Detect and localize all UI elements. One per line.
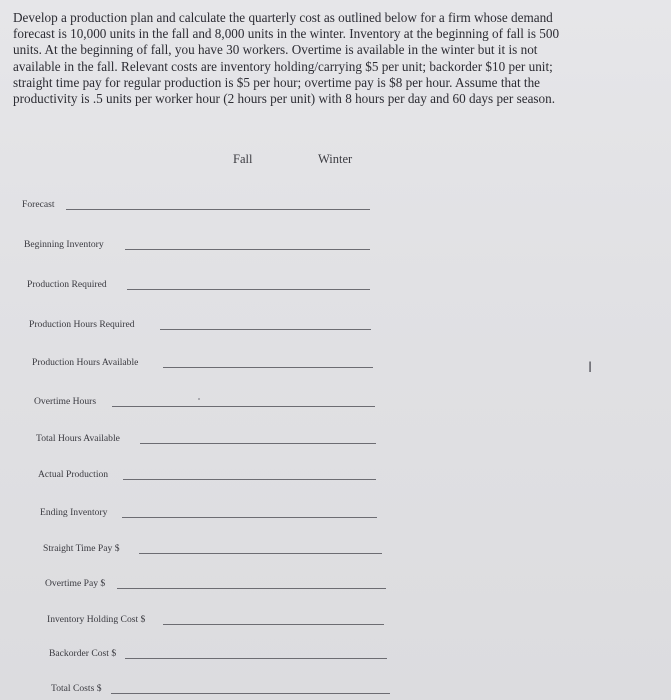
answer-line-overtime-hours[interactable]	[112, 406, 375, 407]
row-overtime-hours	[34, 393, 375, 407]
answer-line-beginning-inventory[interactable]	[125, 249, 370, 250]
answer-line-production-required[interactable]	[127, 289, 370, 290]
row-label: Ending Inventory	[40, 507, 108, 518]
row-label: Actual Production	[38, 469, 109, 480]
instructions-line-6: productivity is .5 units per worker hour (2 hours per unit) with 8 hours per day and 60 days per season.	[13, 91, 556, 107]
row-label: Inventory Holding Cost $	[47, 614, 146, 625]
column-header-winter: Winter	[318, 152, 353, 166]
row-backorder-cost	[49, 645, 387, 659]
row-label: Overtime Hours	[34, 396, 97, 407]
row-production-hours-required	[29, 316, 371, 330]
instructions-line-4: available in the fall. Relevant costs are inventory holding/carrying $5 per unit; backorder $10 per unit;	[13, 58, 553, 74]
row-total-costs	[51, 680, 390, 694]
row-total-hours-available	[36, 430, 376, 444]
row-production-required	[27, 276, 370, 290]
row-label: Overtime Pay $	[45, 578, 106, 589]
row-label: Total Costs $	[51, 683, 102, 694]
column-header-fall: Fall	[233, 152, 253, 166]
instructions-line-5: straight time pay for regular production is $5 per hour; overtime pay is $8 per hour. Assume that the	[13, 74, 541, 90]
answer-line-total-hours-available[interactable]	[140, 443, 376, 444]
answer-line-production-hours-available[interactable]	[163, 367, 373, 368]
row-production-hours-available	[32, 354, 373, 368]
row-label: Forecast	[22, 199, 55, 210]
row-label: Backorder Cost $	[49, 648, 117, 659]
row-forecast	[22, 196, 370, 210]
row-actual-production	[38, 466, 376, 480]
answer-line-actual-production[interactable]	[123, 479, 376, 480]
answer-line-ending-inventory[interactable]	[122, 517, 377, 518]
answer-line-overtime-pay[interactable]	[117, 588, 386, 589]
row-overtime-pay	[45, 575, 386, 589]
instructions-paragraph	[13, 10, 653, 107]
instructions-line-3: units. At the beginning of fall, you have 30 workers. Overtime is available in the winter but it is not	[13, 42, 538, 58]
row-straight-time-pay	[43, 540, 382, 554]
stray-mark	[198, 398, 200, 400]
row-ending-inventory	[40, 504, 377, 518]
row-label: Total Hours Available	[36, 433, 120, 444]
answer-line-total-costs[interactable]	[111, 693, 390, 694]
row-label: Production Hours Required	[29, 319, 135, 330]
instructions-line-2: forecast is 10,000 units in the fall and 8,000 units in the winter. Inventory at the beginning of fall is 500	[13, 26, 560, 42]
row-inventory-holding-cost	[47, 611, 384, 625]
row-label: Straight Time Pay $	[43, 543, 120, 554]
answer-line-backorder-cost[interactable]	[125, 658, 387, 659]
row-beginning-inventory	[24, 236, 370, 250]
instructions-line-1: Develop a production plan and calculate the quarterly cost as outlined below for a firm whose demand	[13, 10, 553, 25]
row-label: Production Hours Available	[32, 357, 139, 368]
row-label: Beginning Inventory	[24, 239, 104, 250]
row-label: Production Required	[27, 279, 107, 290]
answer-line-forecast[interactable]	[66, 209, 370, 210]
answer-line-inventory-holding-cost[interactable]	[163, 624, 384, 625]
answer-line-straight-time-pay[interactable]	[139, 553, 382, 554]
text-cursor-icon: I	[588, 360, 593, 376]
answer-line-production-hours-required[interactable]	[160, 329, 371, 330]
